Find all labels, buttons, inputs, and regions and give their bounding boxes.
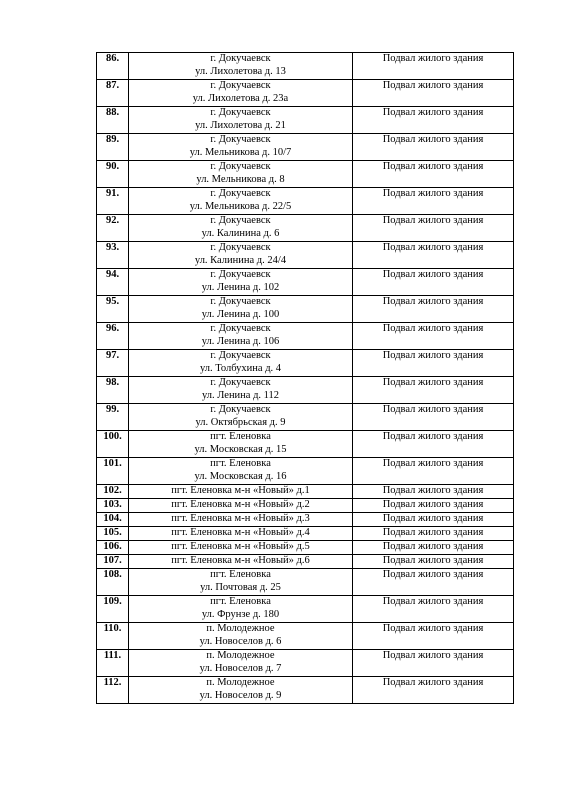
shelter-type: Подвал жилого здания <box>353 650 514 677</box>
address-cell <box>129 242 353 269</box>
address-street: ул. Ленина д. 106 <box>201 335 280 347</box>
address-locality: пгт. Еленовка <box>210 596 271 607</box>
address-street: ул. Почтовая д. 25 <box>200 581 281 593</box>
shelter-type: Подвал жилого здания <box>353 296 514 323</box>
table-row <box>97 53 514 80</box>
shelter-type: Подвал жилого здания <box>353 404 514 431</box>
address-locality: г. Докучаевск <box>210 134 271 145</box>
row-number: 94. <box>97 269 129 296</box>
address-cell <box>129 80 353 107</box>
table-row <box>97 677 514 704</box>
row-number: 110. <box>97 623 129 650</box>
address-street: ул. Московская д. 16 <box>194 470 287 482</box>
table-row <box>97 134 514 161</box>
address-cell <box>129 485 353 499</box>
address-cell <box>129 269 353 296</box>
table-row <box>97 350 514 377</box>
table-row <box>97 242 514 269</box>
shelter-type: Подвал жилого здания <box>353 188 514 215</box>
address-cell <box>129 53 353 80</box>
address-locality: пгт. Еленовка <box>210 569 271 580</box>
address-locality: г. Докучаевск <box>210 215 271 226</box>
table-row <box>97 650 514 677</box>
address-cell <box>129 513 353 527</box>
row-number: 98. <box>97 377 129 404</box>
address-cell <box>129 215 353 242</box>
address-street: ул. Калинина д. 24/4 <box>194 254 287 266</box>
shelter-type: Подвал жилого здания <box>353 323 514 350</box>
address-locality: г. Докучаевск <box>210 188 271 199</box>
address-locality: пгт. Еленовка м-н «Новый» д.6 <box>171 555 310 566</box>
address-cell <box>129 431 353 458</box>
address-cell <box>129 555 353 569</box>
address-street: ул. Ленина д. 112 <box>201 389 280 401</box>
address-street: ул. Лихолетова д. 21 <box>195 119 286 131</box>
shelter-type: Подвал жилого здания <box>353 80 514 107</box>
shelter-type: Подвал жилого здания <box>353 623 514 650</box>
address-locality: г. Докучаевск <box>210 269 271 280</box>
row-number: 109. <box>97 596 129 623</box>
table-row <box>97 404 514 431</box>
address-street: ул. Новоселов д. 6 <box>199 635 282 647</box>
address-cell <box>129 107 353 134</box>
shelter-type: Подвал жилого здания <box>353 134 514 161</box>
row-number: 104. <box>97 513 129 527</box>
shelter-type: Подвал жилого здания <box>353 569 514 596</box>
address-street: ул. Новоселов д. 9 <box>199 689 282 701</box>
table-row <box>97 323 514 350</box>
address-locality: пгт. Еленовка м-н «Новый» д.2 <box>171 499 310 510</box>
address-street: ул. Толбухина д. 4 <box>199 362 282 374</box>
address-street: ул. Ленина д. 102 <box>201 281 280 293</box>
row-number: 87. <box>97 80 129 107</box>
address-cell <box>129 323 353 350</box>
shelter-type: Подвал жилого здания <box>353 53 514 80</box>
address-locality: п. Молодежное <box>206 650 275 661</box>
address-locality: г. Докучаевск <box>210 350 271 361</box>
row-number: 96. <box>97 323 129 350</box>
table-row <box>97 596 514 623</box>
address-cell <box>129 458 353 485</box>
row-number: 105. <box>97 527 129 541</box>
row-number: 108. <box>97 569 129 596</box>
row-number: 86. <box>97 53 129 80</box>
table-row <box>97 377 514 404</box>
address-street: ул. Лихолетова д. 13 <box>195 65 286 77</box>
row-number: 92. <box>97 215 129 242</box>
shelter-type: Подвал жилого здания <box>353 107 514 134</box>
address-cell <box>129 569 353 596</box>
address-street: ул. Московская д. 15 <box>194 443 287 455</box>
row-number: 100. <box>97 431 129 458</box>
row-number: 112. <box>97 677 129 704</box>
row-number: 88. <box>97 107 129 134</box>
address-cell <box>129 499 353 513</box>
row-number: 99. <box>97 404 129 431</box>
address-cell <box>129 650 353 677</box>
row-number: 106. <box>97 541 129 555</box>
address-cell <box>129 377 353 404</box>
row-number: 111. <box>97 650 129 677</box>
address-street: ул. Мельникова д. 8 <box>196 173 285 185</box>
address-locality: пгт. Еленовка м-н «Новый» д.1 <box>171 485 310 496</box>
row-number: 93. <box>97 242 129 269</box>
address-cell <box>129 161 353 188</box>
table-row <box>97 499 514 513</box>
shelter-type: Подвал жилого здания <box>353 485 514 499</box>
table-row <box>97 513 514 527</box>
address-cell <box>129 623 353 650</box>
address-cell <box>129 188 353 215</box>
address-cell <box>129 527 353 541</box>
address-locality: г. Докучаевск <box>210 161 271 172</box>
shelter-type: Подвал жилого здания <box>353 677 514 704</box>
table-row <box>97 215 514 242</box>
shelter-type: Подвал жилого здания <box>353 541 514 555</box>
table-row <box>97 541 514 555</box>
shelter-type: Подвал жилого здания <box>353 242 514 269</box>
address-cell <box>129 677 353 704</box>
row-number: 90. <box>97 161 129 188</box>
address-cell <box>129 404 353 431</box>
table-row <box>97 188 514 215</box>
address-cell <box>129 541 353 555</box>
address-locality: п. Молодежное <box>206 677 275 688</box>
address-cell <box>129 596 353 623</box>
table-row <box>97 527 514 541</box>
shelter-type: Подвал жилого здания <box>353 499 514 513</box>
shelter-type: Подвал жилого здания <box>353 513 514 527</box>
address-locality: г. Докучаевск <box>210 377 271 388</box>
address-street: ул. Мельникова д. 22/5 <box>189 200 292 212</box>
shelter-table <box>96 52 514 704</box>
address-street: ул. Ленина д. 100 <box>201 308 280 320</box>
shelter-type: Подвал жилого здания <box>353 596 514 623</box>
table-row <box>97 569 514 596</box>
address-street: ул. Новоселов д. 7 <box>199 662 282 674</box>
address-cell <box>129 350 353 377</box>
row-number: 91. <box>97 188 129 215</box>
address-street: ул. Октябрьская д. 9 <box>195 416 286 428</box>
address-locality: п. Молодежное <box>206 623 275 634</box>
row-number: 107. <box>97 555 129 569</box>
table-row <box>97 269 514 296</box>
table-row <box>97 431 514 458</box>
shelter-type: Подвал жилого здания <box>353 269 514 296</box>
address-locality: пгт. Еленовка м-н «Новый» д.4 <box>171 527 310 538</box>
address-locality: г. Докучаевск <box>210 296 271 307</box>
shelter-type: Подвал жилого здания <box>353 431 514 458</box>
address-locality: г. Докучаевск <box>210 107 271 118</box>
address-street: ул. Фрунзе д. 180 <box>201 608 280 620</box>
shelter-type: Подвал жилого здания <box>353 161 514 188</box>
table-row <box>97 296 514 323</box>
table-row <box>97 107 514 134</box>
row-number: 101. <box>97 458 129 485</box>
table-row <box>97 555 514 569</box>
shelter-type: Подвал жилого здания <box>353 555 514 569</box>
address-locality: пгт. Еленовка м-н «Новый» д.5 <box>171 541 310 552</box>
table-row <box>97 80 514 107</box>
address-locality: г. Докучаевск <box>210 323 271 334</box>
address-locality: пгт. Еленовка м-н «Новый» д.3 <box>171 513 310 524</box>
row-number: 103. <box>97 499 129 513</box>
shelter-type: Подвал жилого здания <box>353 377 514 404</box>
table-row <box>97 458 514 485</box>
row-number: 102. <box>97 485 129 499</box>
address-locality: г. Докучаевск <box>210 80 271 91</box>
address-street: ул. Калинина д. 6 <box>201 227 280 239</box>
shelter-type: Подвал жилого здания <box>353 350 514 377</box>
row-number: 95. <box>97 296 129 323</box>
shelter-table-body <box>97 53 514 704</box>
address-locality: г. Докучаевск <box>210 242 271 253</box>
shelter-type: Подвал жилого здания <box>353 527 514 541</box>
address-locality: пгт. Еленовка <box>210 458 271 469</box>
row-number: 89. <box>97 134 129 161</box>
shelter-type: Подвал жилого здания <box>353 458 514 485</box>
address-locality: г. Докучаевск <box>210 53 271 64</box>
address-street: ул. Лихолетова д. 23а <box>192 92 289 104</box>
address-street: ул. Мельникова д. 10/7 <box>189 146 292 158</box>
shelter-type: Подвал жилого здания <box>353 215 514 242</box>
table-row <box>97 485 514 499</box>
table-row <box>97 623 514 650</box>
address-locality: пгт. Еленовка <box>210 431 271 442</box>
row-number: 97. <box>97 350 129 377</box>
address-locality: г. Докучаевск <box>210 404 271 415</box>
address-cell <box>129 296 353 323</box>
table-row <box>97 161 514 188</box>
address-cell <box>129 134 353 161</box>
